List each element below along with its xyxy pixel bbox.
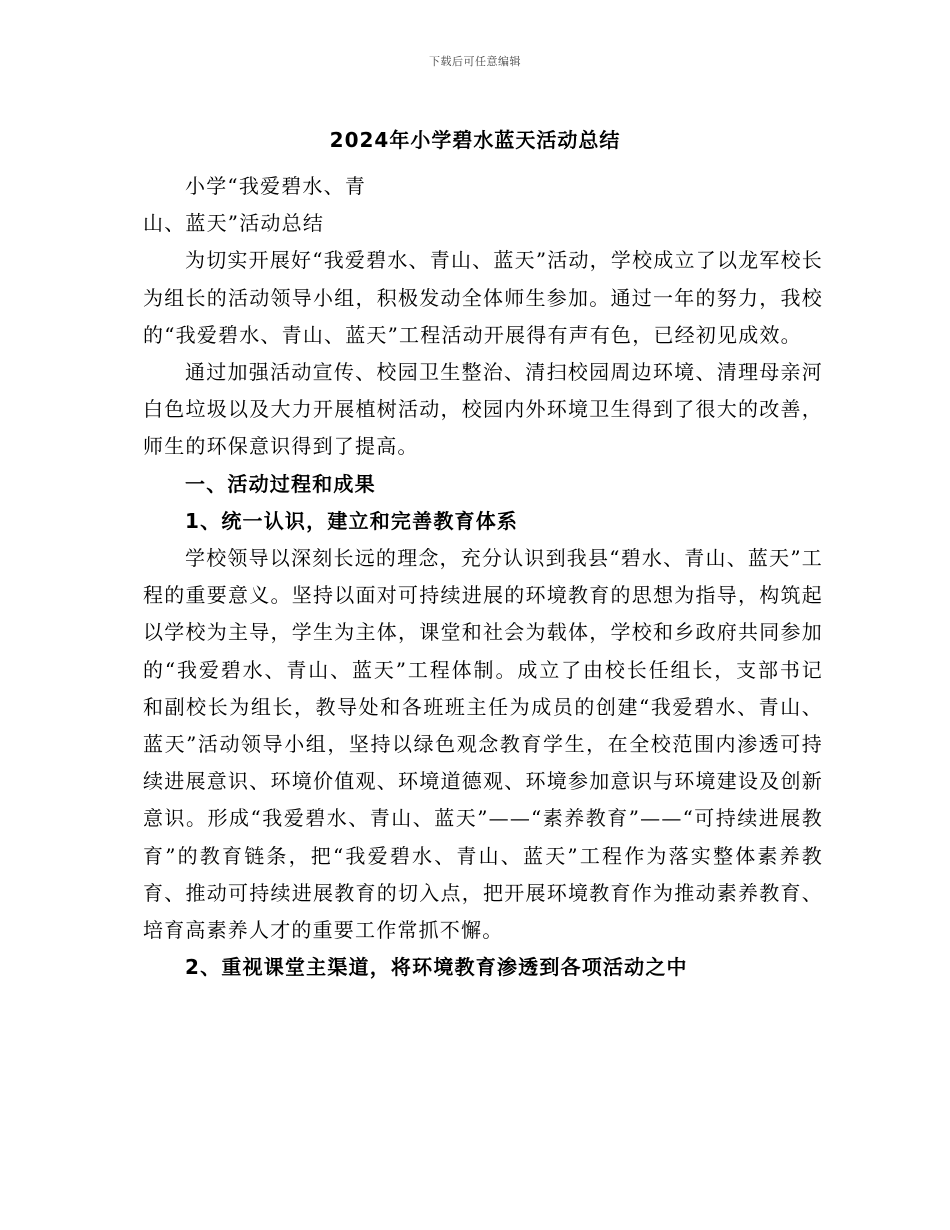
header-note: 下载后可任意编辑 bbox=[429, 55, 521, 68]
document-title: 2024年小学碧水蓝天活动总结 bbox=[329, 128, 621, 152]
subsection-heading-2: 2、重视课堂主渠道，将环境教育渗透到各项活动之中 bbox=[185, 955, 688, 980]
paragraph-intro: 为切实开展好“我爱碧水、青山、蓝天”活动，学校成立了以龙军校长为组长的活动领导小组，积极发动全体师生参加。通过一年的努力，我校的“我爱碧水、青山、蓝天”工程活动开展得有声有色，已经初见成效。 bbox=[143, 248, 823, 347]
subtitle-line-2: 山、蓝天”活动总结 bbox=[143, 211, 325, 236]
subsection-heading-1: 1、统一认识，建立和完善教育体系 bbox=[185, 508, 519, 533]
subtitle-line-1: 小学“我爱碧水、青 bbox=[185, 174, 367, 198]
paragraph-improvement: 通过加强活动宣传、校园卫生整治、清扫校园周边环境、清理母亲河白色垃圾以及大力开展植树活动，校园内外环境卫生得到了很大的改善，师生的环保意识得到了提高。 bbox=[143, 360, 823, 459]
document-body bbox=[143, 168, 823, 986]
section-heading-1: 一、活动过程和成果 bbox=[185, 471, 376, 496]
paragraph-education-system: 学校领导以深刻长远的理念，充分认识到我县“碧水、青山、蓝天”工程的重要意义。坚持以面对可持续进展的环境教育的思想为指导，构筑起以学校为主导，学生为主体，课堂和社会为载体，学校和乡政府共同参加的“我爱碧水、青山、蓝天”工程体制。成立了由校长任组长，支部书记和副校长为组长，教导处和各班班主任为成员的创建“我爱碧水、青山、蓝天”活动领导小组，坚持以绿色观念教育学生，在全校范围内渗透可持续进展意识、环境价值观、环境道德观、环境参加意识与环境建设及创新意识。形成“我爱碧水、青山、蓝天”——“素养教育”——“可持续进展教育”的教育链条，把“我爱碧水、青山、蓝天”工程作为落实整体素养教育、推动可持续进展教育的切入点，把开展环境教育作为推动素养教育、培育高素养人才的重要工作常抓不懈。 bbox=[143, 546, 823, 943]
